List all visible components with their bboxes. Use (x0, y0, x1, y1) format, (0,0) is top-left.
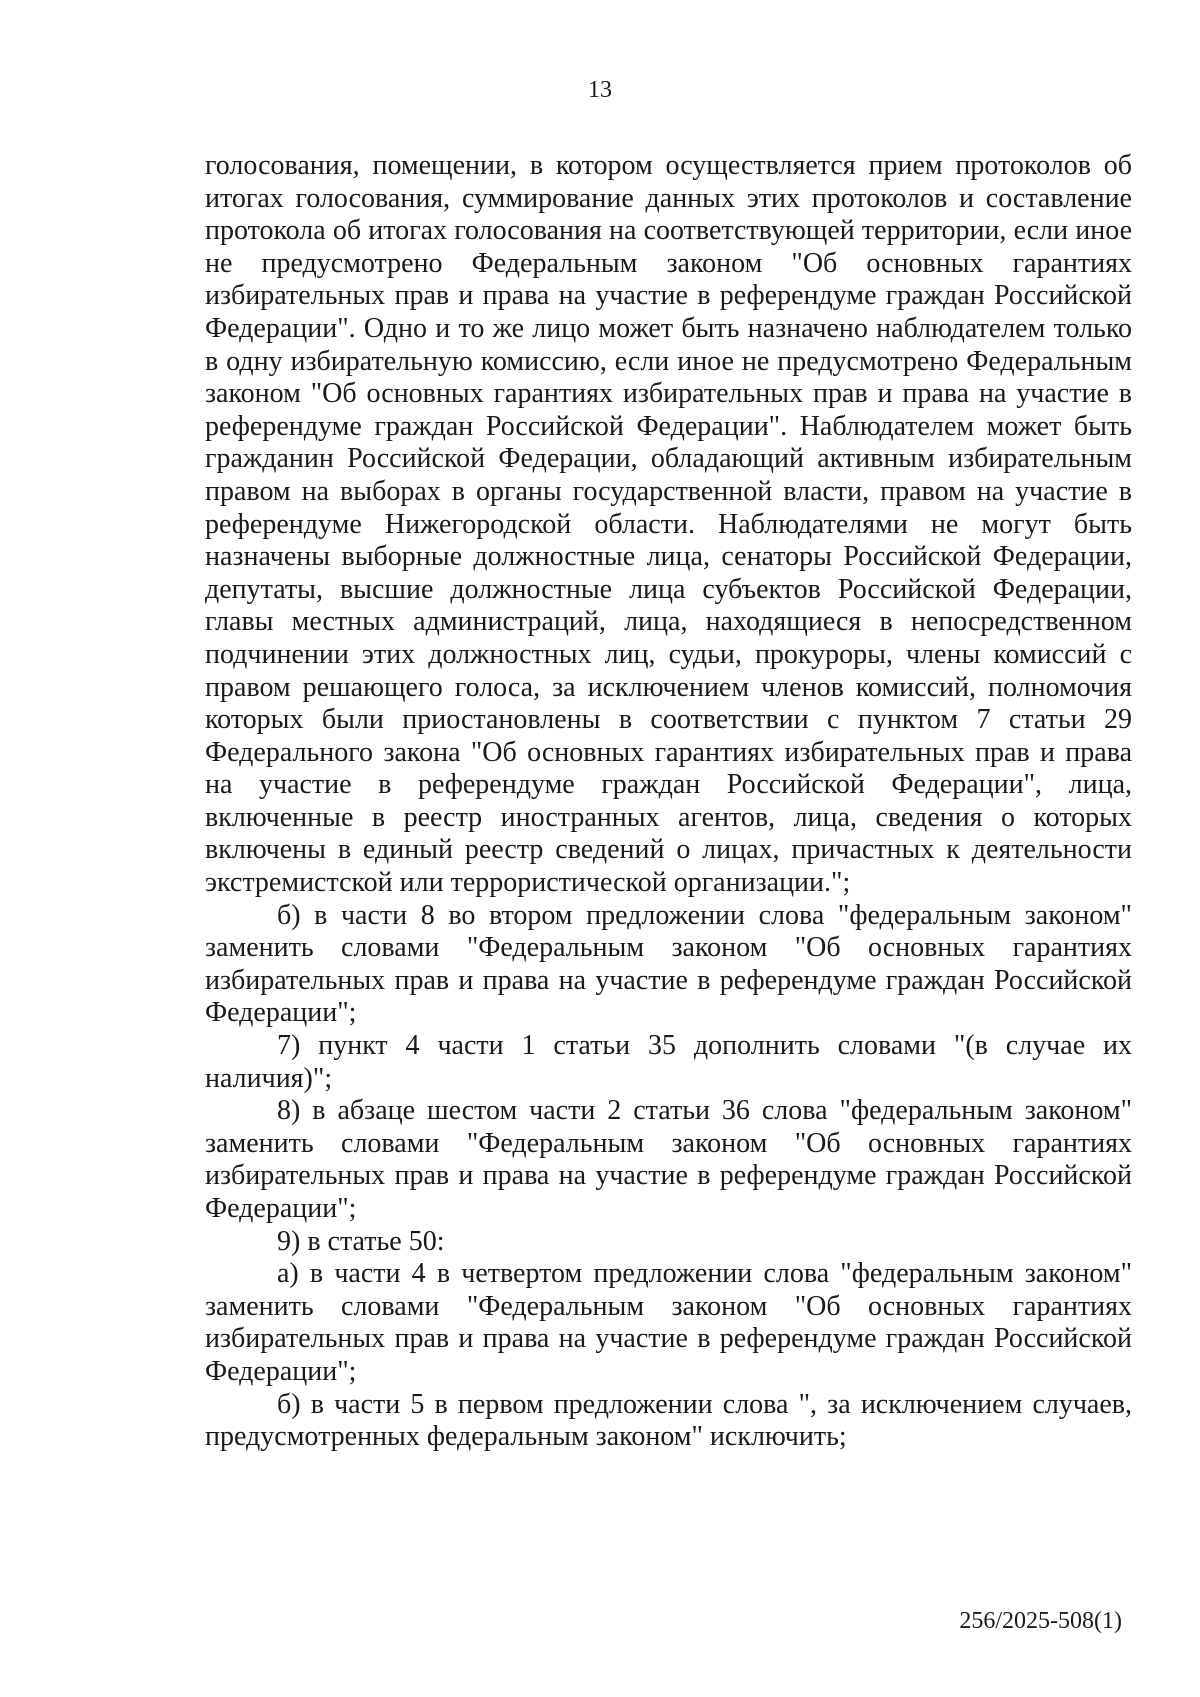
paragraph-item-7: 7) пункт 4 части 1 статьи 35 дополнить словами "(в случае их наличия)"; (205, 1030, 1132, 1094)
document-registration-number: 256/2025-508(1) (959, 1608, 1122, 1634)
paragraph-item-8: 8) в абзаце шестом части 2 статьи 36 слова "федеральным законом" заменить словами "Федеральным законом "Об основных гарантиях избирательных прав и права на участие в референдуме граждан Российской Федерации"; (205, 1095, 1132, 1224)
paragraph-item-b-part-5: б) в части 5 в первом предложении слова ", за исключением случаев, предусмотренных федеральным законом" исключить; (205, 1388, 1132, 1453)
paragraph-item-9: 9) в статье 50: (277, 1225, 445, 1257)
paragraph-item-a-part-4: а) в части 4 в четвертом предложении слова "федеральным законом" заменить словами "Федеральным законом "Об основных гарантиях избирательных прав и права на участие в референдуме граждан Российской Федерации"; (205, 1258, 1132, 1387)
document-body (205, 150, 1132, 1454)
paragraph-item-b-part-8: б) в части 8 во втором предложении слова "федеральным законом" заменить словами "Федеральным законом "Об основных гарантиях избирательных прав и права на участие в референдуме граждан Российской Федерации"; (205, 899, 1132, 1029)
paragraph-continuation: голосования, помещении, в котором осуществляется прием протоколов об итогах голосования, суммирование данных этих протоколов и составление протокола об итогах голосования на соответствующей территории, если иное не предусмотрено Федеральным законом "Об основных гарантиях избирательных прав и права на участие в референдуме граждан Российской Федерации". Одно и то же лицо может быть назначено наблюдателем только в одну избирательную комиссию, если иное не предусмотрено Федеральным законом "Об основных гарантиях избирательных прав и права на участие в референдуме граждан Российской Федерации". Наблюдателем может быть гражданин Российской Федерации, обладающий активным избирательным правом на выборах в органы государственной власти, правом на участие в референдуме Нижегородской области. Наблюдателями не могут быть назначены выборные должностные лица, сенаторы Российской Федерации, депутаты, высшие должностные лица субъектов Российской Федерации, главы местных администраций, лица, находящиеся в непосредственном подчинении этих должностных лиц, судьи, прокуроры, члены комиссий с правом решающего голоса, за исключением членов комиссий, полномочия которых были приостановлены в соответствии с пунктом 7 статьи 29 Федерального закона "Об основных гарантиях избирательных прав и права на участие в референдуме граждан Российской Федерации", лица, включенные в реестр иностранных агентов, лица, сведения о которых включены в единый реестр сведений о лицах, причастных к деятельности экстремистской или террористической организации."; (205, 150, 1132, 899)
page-number: 13 (588, 77, 612, 103)
